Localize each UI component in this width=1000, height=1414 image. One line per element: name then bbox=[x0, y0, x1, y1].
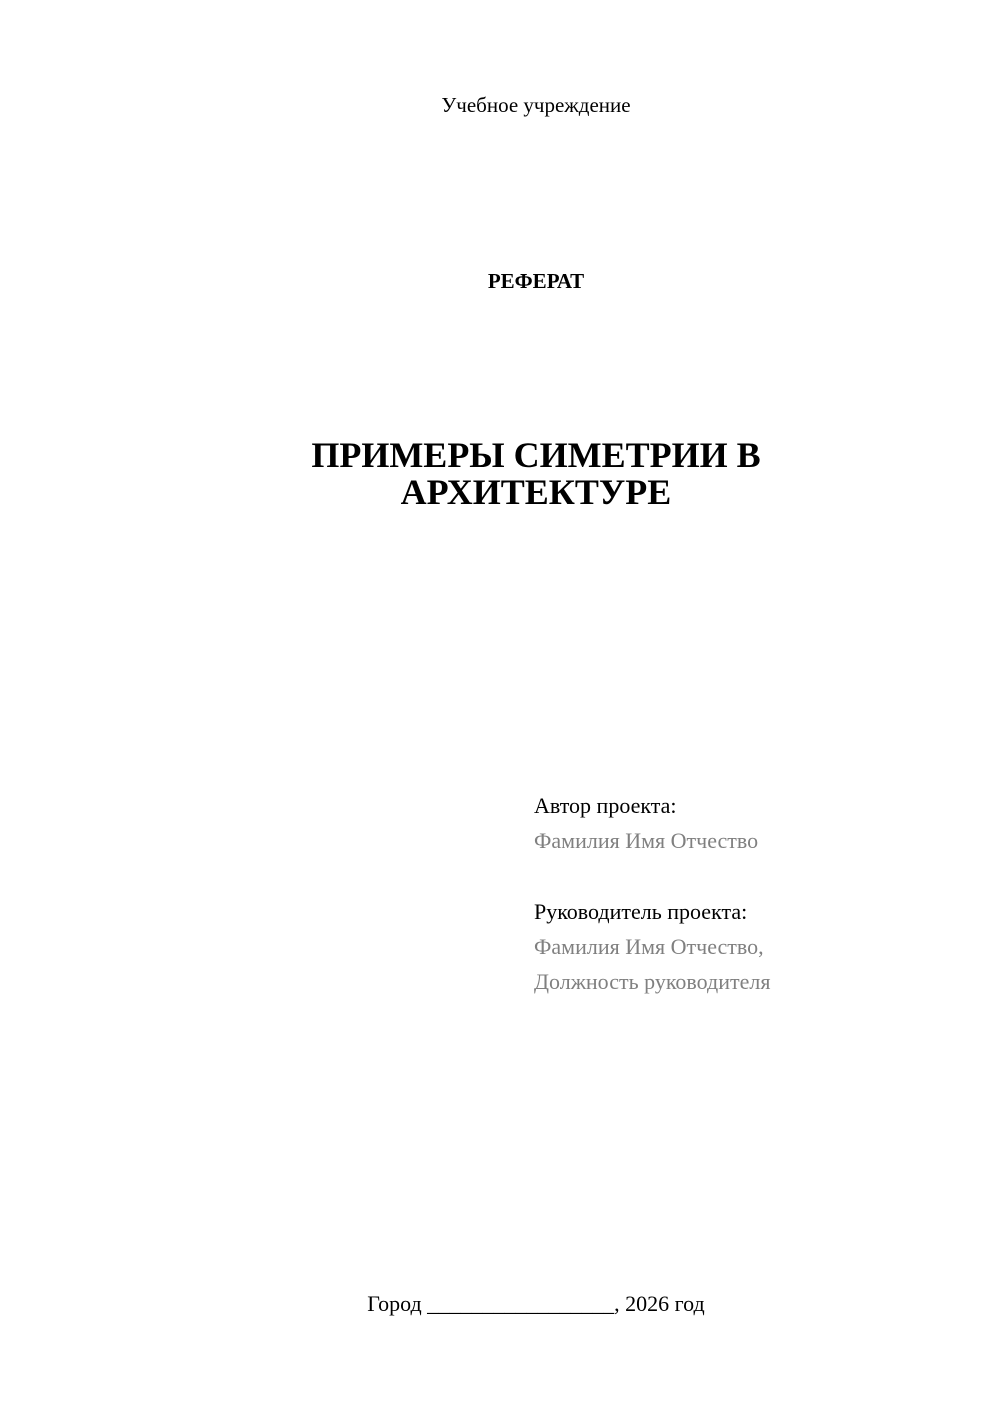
title-line-2: АРХИТЕКТУРЕ bbox=[400, 472, 672, 512]
author-name: Фамилия Имя Отчество bbox=[534, 828, 759, 853]
institution-name: Учебное учреждение bbox=[441, 93, 631, 117]
supervisor-name: Фамилия Имя Отчество, bbox=[534, 934, 764, 959]
document-title bbox=[0, 437, 1000, 511]
title-line-1: ПРИМЕРЫ СИМЕТРИИ В bbox=[311, 435, 761, 475]
city-year-footer: Город _________________, 2026 год bbox=[367, 1291, 705, 1316]
project-info bbox=[534, 788, 974, 999]
info-spacer bbox=[534, 858, 974, 894]
document-type: РЕФЕРАТ bbox=[487, 269, 585, 293]
supervisor-label: Руководитель проекта: bbox=[534, 899, 748, 924]
author-label: Автор проекта: bbox=[534, 793, 677, 818]
supervisor-position: Должность руководителя bbox=[534, 969, 771, 994]
